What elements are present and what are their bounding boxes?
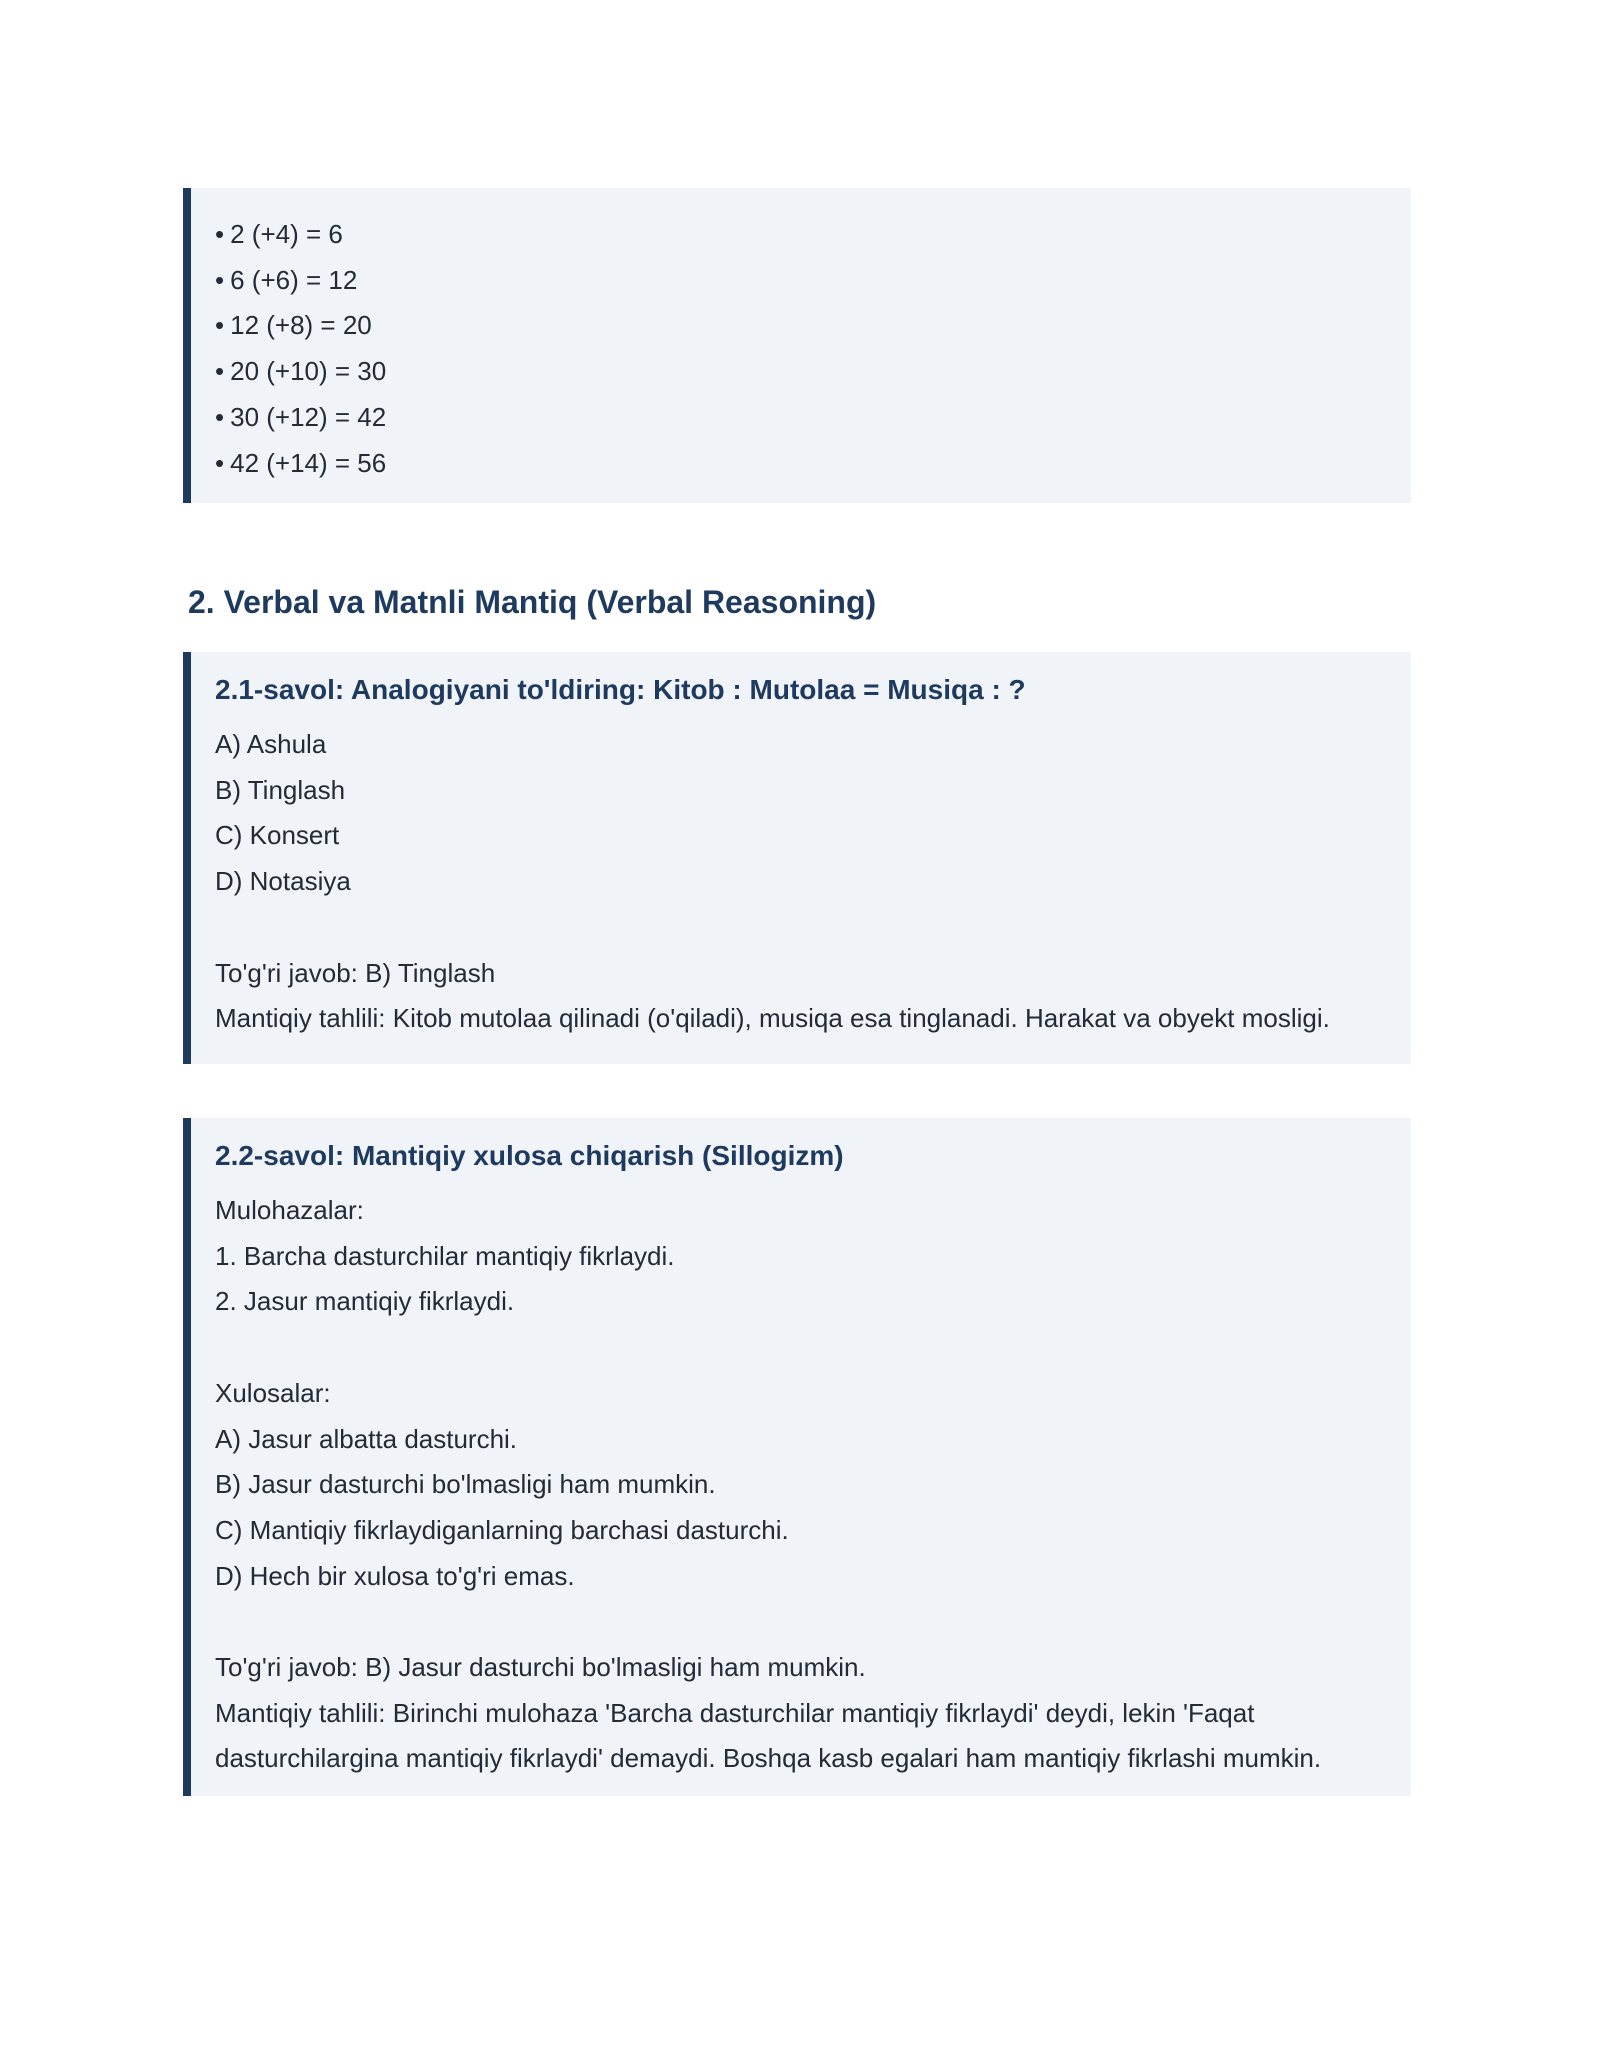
premise-item: 2. Jasur mantiqiy fikrlaydi. — [215, 1286, 515, 1317]
question-box-2-1 — [183, 652, 1411, 1064]
sequence-item-text: 20 (+10) = 30 — [230, 356, 387, 387]
logical-analysis: Mantiqiy tahlili: Kitob mutolaa qilinadi (o'qiladi), musiqa esa tinglanadi. Harakat va obyekt mosligi. — [215, 1003, 1330, 1034]
sequence-item-text: 30 (+12) = 42 — [230, 401, 387, 432]
answer-option-a: A) Ashula — [215, 729, 327, 759]
question-title: 2.1-savol: Analogiyani to'ldiring: Kitob : Mutolaa = Musiqa : ? — [215, 674, 1026, 705]
sequence-item-text: 6 (+6) = 12 — [230, 264, 358, 295]
bullet-icon: • — [215, 219, 225, 249]
list-item — [215, 258, 1389, 304]
list-item — [215, 212, 1389, 258]
question-title: 2.2-savol: Mantiqiy xulosa chiqarish (Sillogizm) — [215, 1140, 844, 1171]
list-item — [215, 441, 1389, 487]
section-heading: 2. Verbal va Matnli Mantiq (Verbal Reasoning) — [188, 584, 877, 620]
answer-option-d: D) Notasiya — [215, 866, 351, 897]
sequence-item-text: 12 (+8) = 20 — [230, 310, 372, 341]
conclusion-option-d: D) Hech bir xulosa to'g'ri emas. — [215, 1560, 575, 1591]
answer-option-c: C) Konsert — [215, 820, 340, 851]
bullet-icon: • — [215, 356, 225, 387]
conclusion-option-b: B) Jasur dasturchi bo'lmasligi ham mumkin. — [215, 1469, 716, 1500]
logical-analysis-line-2: dasturchilargina mantiqiy fikrlaydi' demaydi. Boshqa kasb egalari ham mantiqiy fikrlashi mumkin. — [215, 1743, 1322, 1774]
question-box-2-2 — [183, 1118, 1411, 1796]
list-item — [215, 303, 1389, 349]
logical-analysis-line-1: Mantiqiy tahlili: Birinchi mulohaza 'Barcha dasturchilar mantiqiy fikrlaydi' deydi, lekin 'Faqat — [215, 1697, 1255, 1728]
spacer — [215, 905, 1389, 951]
spacer — [215, 1599, 1389, 1645]
bullet-icon: • — [215, 264, 225, 295]
conclusions-label: Xulosalar: — [215, 1377, 331, 1408]
correct-answer: To'g'ri javob: B) Tinglash — [215, 957, 496, 988]
premise-item: 1. Barcha dasturchilar mantiqiy fikrlaydi. — [215, 1240, 675, 1271]
sequence-box — [183, 188, 1411, 503]
answer-option-b: B) Tinglash — [215, 774, 346, 805]
list-item — [215, 395, 1389, 441]
bullet-icon: • — [215, 447, 225, 478]
correct-answer: To'g'ri javob: B) Jasur dasturchi bo'lmasligi ham mumkin. — [215, 1652, 866, 1682]
spacer — [215, 1325, 1389, 1371]
bullet-icon: • — [215, 310, 225, 341]
list-item — [215, 349, 1389, 395]
conclusion-option-c: C) Mantiqiy fikrlaydiganlarning barchasi dasturchi. — [215, 1514, 789, 1545]
premises-label: Mulohazalar: — [215, 1195, 364, 1225]
sequence-item-text: 42 (+14) = 56 — [230, 447, 387, 478]
bullet-icon: • — [215, 401, 225, 432]
conclusion-option-a: A) Jasur albatta dasturchi. — [215, 1423, 518, 1454]
sequence-item-text: 2 (+4) = 6 — [230, 219, 343, 249]
